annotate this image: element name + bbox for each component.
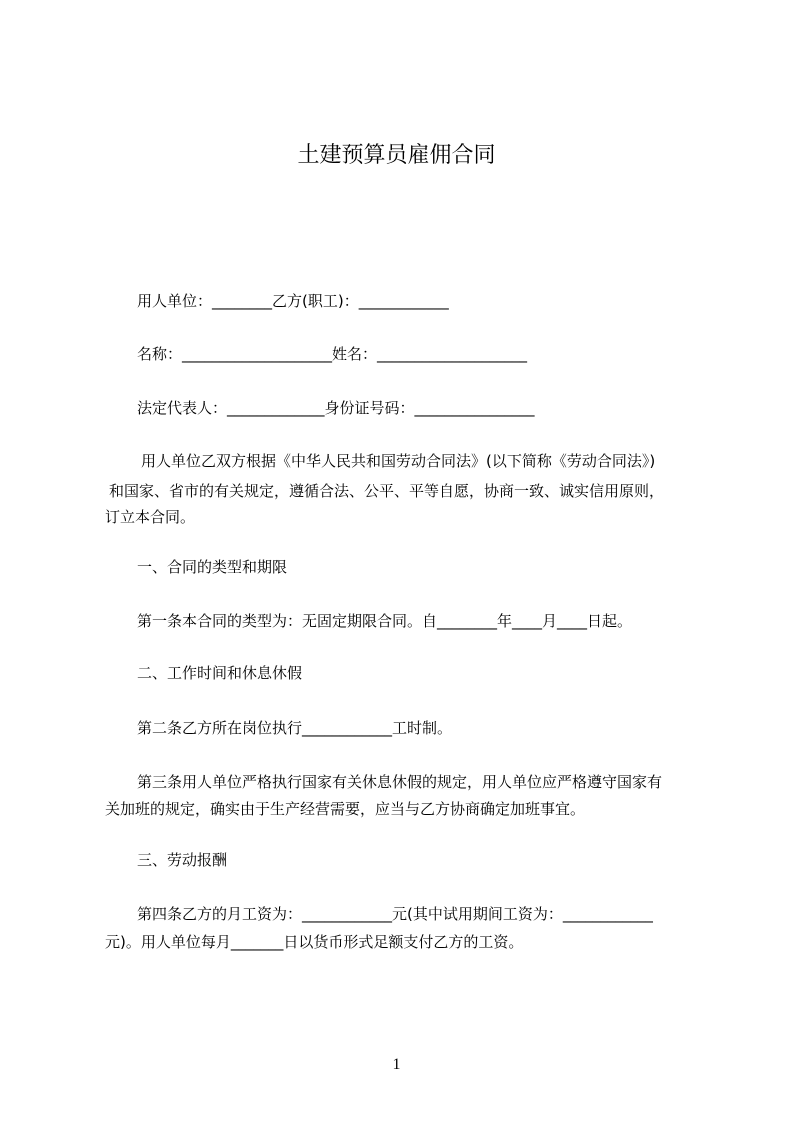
article-3-line-2: 关加班的规定，确实由于生产经营需要，应当与乙方协商确定加班事宜。: [105, 800, 586, 818]
article-3-line-1: 第三条用人单位严格执行国家有关休息休假的规定，用人单位应严格遵守国家有: [137, 773, 663, 791]
article-2: 第二条乙方所在岗位执行____________工时制。: [137, 719, 453, 737]
article-4-line-2: 元)。用人单位每月_______日以货币形式足额支付乙方的工资。: [105, 933, 524, 951]
section-3-heading: 三、劳动报酬: [137, 851, 228, 869]
page-number: 1: [392, 1056, 401, 1073]
name-line: 名称：____________________姓名：____________________: [137, 345, 528, 363]
employer-employee-line: 用人单位：________乙方(职工)：____________: [137, 292, 449, 310]
preamble-line-2: 和国家、省市的有关规定，遵循合法、公平、平等自愿，协商一致、诚实信用原则，: [109, 482, 665, 500]
preamble-line-1: 用人单位乙双方根据《中华人民共和国劳动合同法》(以下简称《劳动合同法》): [141, 452, 656, 470]
legal-rep-id-line: 法定代表人：_____________身份证号码：________________: [137, 399, 535, 417]
document-title: 土建预算员雇佣合同: [297, 143, 496, 168]
section-1-heading: 一、合同的类型和期限: [137, 558, 288, 576]
section-2-heading: 二、工作时间和休息休假: [137, 664, 303, 682]
article-1: 第一条本合同的类型为：无固定期限合同。自________年____月____日起。: [137, 612, 633, 630]
preamble-line-3: 订立本合同。: [105, 508, 196, 526]
article-4-line-1: 第四条乙方的月工资为：____________元(其中试用期间工资为：____________: [137, 905, 653, 923]
